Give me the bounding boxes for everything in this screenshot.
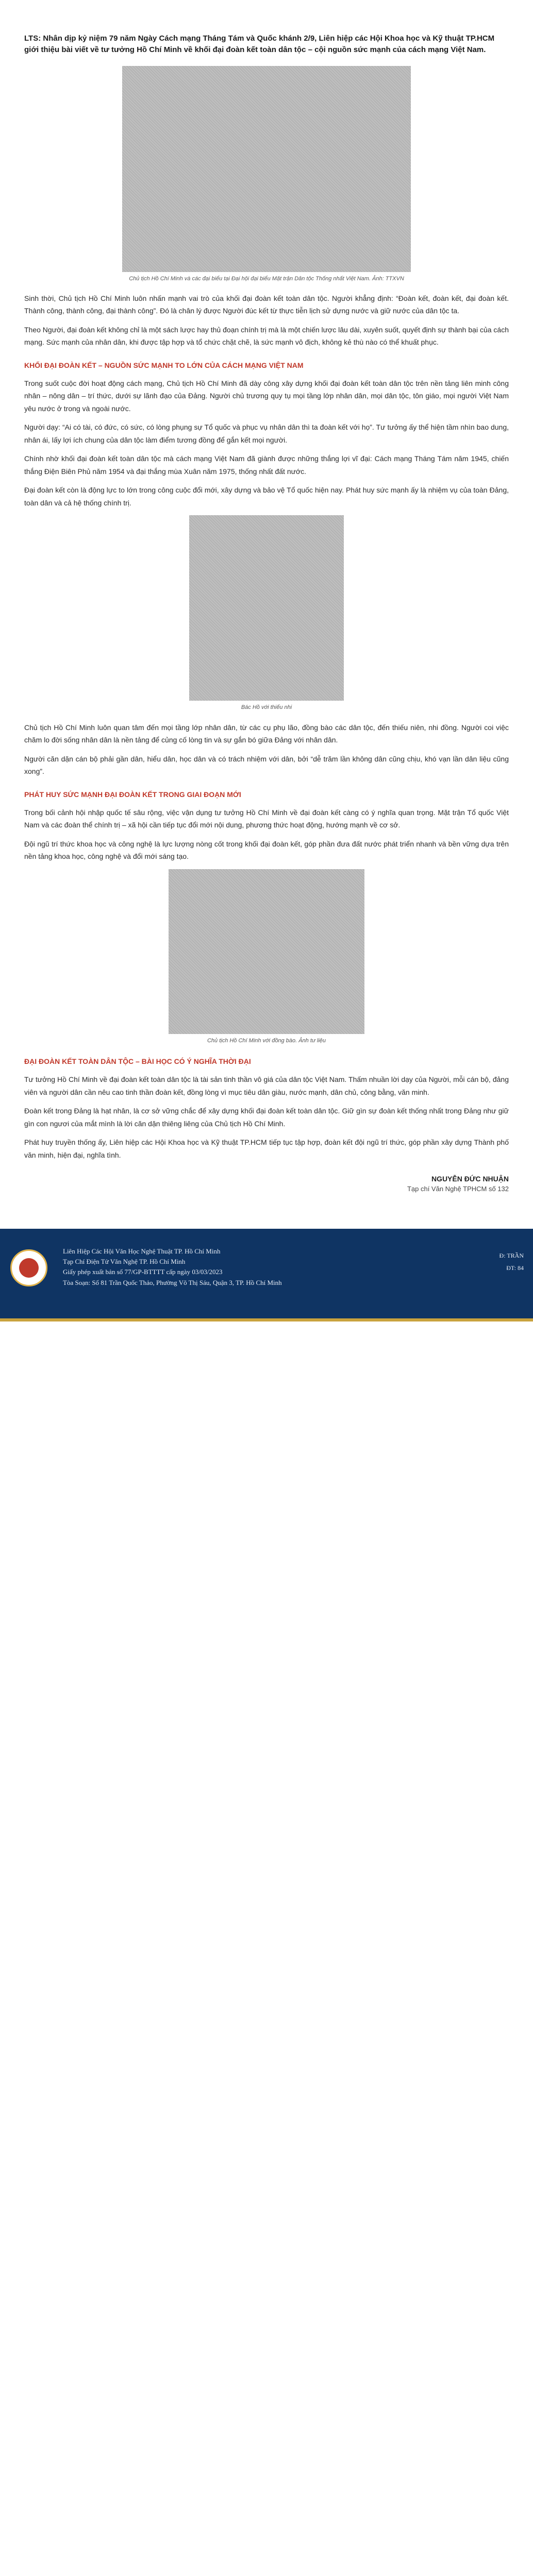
footer-line: Liên Hiệp Các Hội Văn Học Nghệ Thuật TP. Hồ Chí Minh — [63, 1247, 221, 1256]
paragraph: Người dạy: “Ai có tài, có đức, có sức, có lòng phụng sự Tổ quốc và phục vụ nhân dân thì ta đoàn kết với họ”. Tư tưởng ấy thể hiện tầm nhìn bao dung, nhân ái, lấy lợi ích chung của dân tộc làm điểm tương đồng để gắn kết mọi người. — [24, 423, 509, 444]
footer-contact-line: ĐT: 84 — [506, 1264, 524, 1272]
paragraph: Trong bối cảnh hội nhập quốc tế sâu rộng, việc vận dụng tư tưởng Hồ Chí Minh về đại đoàn kết càng có ý nghĩa quan trọng. Mặt trận Tổ quốc Việt Nam và các đoàn thể chính trị – xã hội cần tiếp tục đổi mới nội dung, phương thức hoạt động, hướng mạnh về cơ sở. — [24, 808, 509, 829]
figure-2 — [24, 515, 509, 711]
section-heading-2: PHÁT HUY SỨC MẠNH ĐẠI ĐOÀN KẾT TRONG GIAI ĐOẠN MỚI — [24, 790, 241, 799]
footer-contact — [499, 1249, 524, 1274]
article — [24, 0, 509, 1193]
paragraph: Theo Người, đại đoàn kết không chỉ là một sách lược hay thủ đoạn chính trị mà là một chiến lược lâu dài, xuyên suốt, quyết định sự thành bại của cách mạng. Sức mạnh của nhân dân, khi được tập hợp và tổ chức chặt chẽ, là sức mạnh vô địch, không kẻ thù nào có thể khuất phục. — [24, 325, 509, 347]
section-heading-1: KHỐI ĐẠI ĐOÀN KẾT – NGUỒN SỨC MẠNH TO LỚN CỦA CÁCH MẠNG VIỆT NAM — [24, 361, 304, 369]
paragraph: Đoàn kết trong Đảng là hạt nhân, là cơ sở vững chắc để xây dựng khối đại đoàn kết toàn dân tộc. Giữ gìn sự đoàn kết thống nhất trong Đảng như giữ gìn con ngươi của mắt mình là lời căn dặn thiêng liêng của Chủ tịch Hồ Chí Minh. — [24, 1107, 509, 1128]
footer-line: Tòa Soạn: Số 81 Trần Quốc Thảo, Phường Võ Thị Sáu, Quận 3, TP. Hồ Chí Minh — [63, 1278, 282, 1286]
footer-line: Giấy phép xuất bản số 77/GP-BTTTT cấp ngày 03/03/2023 — [63, 1268, 223, 1276]
figure-1-caption: Chủ tịch Hồ Chí Minh và các đại biểu tại Đại hội đại biểu Mặt trận Dân tộc Thống nhất Việt Nam. Ảnh: TTXVN — [129, 275, 404, 282]
footer-rule — [0, 1318, 533, 1321]
paragraph: Chủ tịch Hồ Chí Minh luôn quan tâm đến mọi tầng lớp nhân dân, từ các cụ phụ lão, đồng bào các dân tộc, đến thiếu niên, nhi đồng. Người coi việc chăm lo đời sống nhân dân là nền tảng để củng cố lòng tin và sự gắn bó giữa Đảng với nhân dân. — [24, 723, 509, 744]
figure-3-caption: Chủ tịch Hồ Chí Minh với đồng bào. Ảnh tư liệu — [207, 1037, 326, 1044]
footer-logo — [10, 1249, 47, 1286]
paragraph: Đội ngũ trí thức khoa học và công nghệ là lực lượng nòng cốt trong khối đại đoàn kết, góp phần đưa đất nước phát triển nhanh và bền vững dựa trên nền tảng khoa học, công nghệ và đổi mới sáng tạo. — [24, 839, 509, 861]
site-footer — [0, 1229, 533, 1321]
article-lead: LTS: Nhân dịp kỷ niệm 79 năm Ngày Cách mạng Tháng Tám và Quốc khánh 2/9, Liên hiệp các Hội Khoa học và Kỹ thuật TP.HCM giới thiệu bài viết về tư tưởng Hồ Chí Minh về khối đại đoàn kết toàn dân tộc – cội nguồn sức mạnh của cách mạng Việt Nam. — [24, 34, 495, 54]
author-name: NGUYỄN ĐỨC NHUẬN — [431, 1175, 509, 1183]
article-photo-3 — [169, 869, 364, 1034]
paragraph: Sinh thời, Chủ tịch Hồ Chí Minh luôn nhấn mạnh vai trò của khối đại đoàn kết toàn dân tộc. Người khẳng định: “Đoàn kết, đoàn kết, đại đoàn kết. Thành công, thành công, đại thành công”. Đó là chân lý được Người đúc kết từ thực tiễn lịch sử dựng nước và giữ nước của dân tộc ta. — [24, 294, 509, 315]
section-heading-3: ĐẠI ĐOÀN KẾT TOÀN DÂN TỘC – BÀI HỌC CÓ Ý NGHĨA THỜI ĐẠI — [24, 1057, 251, 1066]
article-photo-2 — [189, 515, 344, 701]
paragraph: Chính nhờ khối đại đoàn kết toàn dân tộc mà cách mạng Việt Nam đã giành được những thắng lợi vĩ đại: Cách mạng Tháng Tám năm 1945, chiến thắng Điện Biên Phủ năm 1954 và đại thắng mùa Xuân năm 1975, thống nhất đất nước. — [24, 454, 509, 476]
paragraph: Người căn dặn cán bộ phải gần dân, hiểu dân, học dân và có trách nhiệm với dân, bởi “dễ trăm lần không dân cũng chịu, khó vạn lần dân liệu cũng xong”. — [24, 754, 509, 776]
paragraph: Trong suốt cuộc đời hoạt động cách mạng, Chủ tịch Hồ Chí Minh đã dày công xây dựng khối đại đoàn kết toàn dân tộc trên nền tảng liên minh công nhân – nông dân – trí thức, dưới sự lãnh đạo của Đảng. Người chủ trương quy tụ mọi tầng lớp nhân dân, mọi dân tộc, tôn giáo, mọi người Việt Nam yêu nước ở trong và ngoài nước. — [24, 379, 509, 413]
figure-2-caption: Bác Hồ với thiếu nhi — [241, 704, 292, 711]
figure-3 — [24, 869, 509, 1045]
article-photo-1 — [122, 66, 411, 272]
paragraph: Đại đoàn kết còn là động lực to lớn trong công cuộc đổi mới, xây dựng và bảo vệ Tổ quốc hiện nay. Phát huy sức mạnh ấy là nhiệm vụ của toàn Đảng, toàn dân và cả hệ thống chính trị. — [24, 486, 509, 507]
author-source: Tạp chí Văn Nghệ TPHCM số 132 — [407, 1185, 509, 1193]
figure-1 — [24, 66, 509, 283]
footer-line: Tạp Chí Điện Tử Văn Nghệ TP. Hồ Chí Minh — [63, 1258, 186, 1266]
paragraph: Tư tưởng Hồ Chí Minh về đại đoàn kết toàn dân tộc là tài sản tinh thần vô giá của dân tộc Việt Nam. Thấm nhuần lời dạy của Người, mỗi cán bộ, đảng viên và người dân cần nêu cao tinh thần đoàn kết, đồng lòng vì mục tiêu dân giàu, nước mạnh, dân chủ, công bằng, văn minh. — [24, 1075, 509, 1096]
paragraph: Phát huy truyền thống ấy, Liên hiệp các Hội Khoa học và Kỹ thuật TP.HCM tiếp tục tập hợp, đoàn kết đội ngũ trí thức, góp phần xây dựng Thành phố văn minh, hiện đại, nghĩa tình. — [24, 1138, 509, 1159]
footer-contact-line: Đ: TRẦN — [499, 1252, 524, 1260]
footer-info — [63, 1246, 521, 1288]
